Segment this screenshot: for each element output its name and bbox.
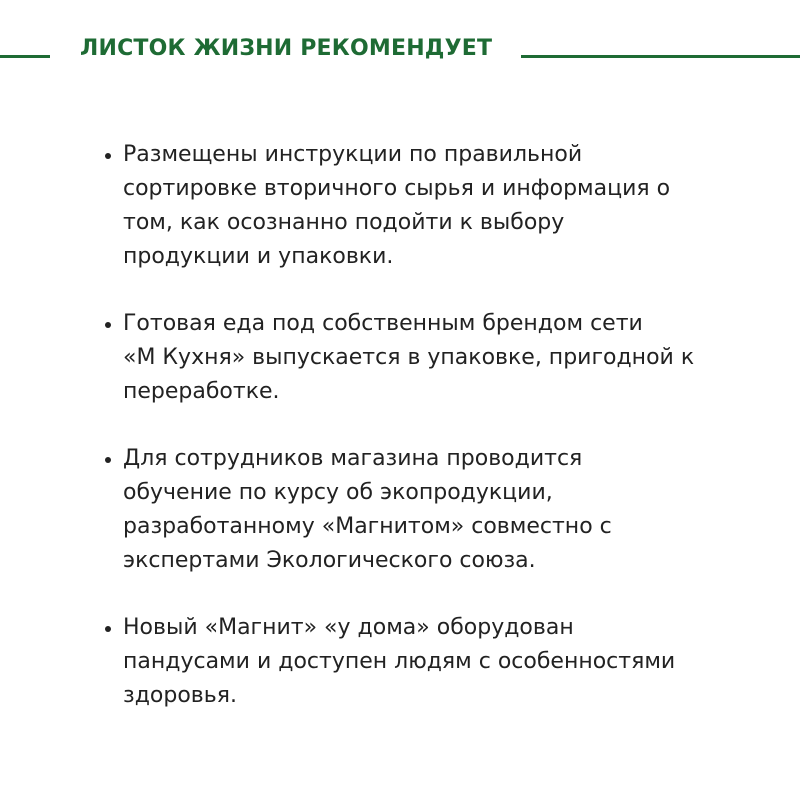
text-line: разработанному «Магнитом» совместно с — [123, 514, 612, 539]
recommendations-list — [103, 138, 723, 746]
text-line: обучение по курсу об экопродукции, — [123, 480, 553, 505]
text-line: продукции и упаковки. — [123, 244, 394, 269]
text-line: пандусами и доступен людям с особенностями — [123, 649, 676, 674]
text-line: переработке. — [123, 379, 280, 404]
text-line: «М Кухня» выпускается в упаковке, пригодной к — [123, 345, 695, 370]
list-item — [103, 611, 723, 713]
text-line: экспертами Экологического союза. — [123, 548, 536, 573]
list-item-text — [123, 307, 723, 409]
header-divider-right — [521, 55, 800, 58]
list-item-text — [123, 138, 723, 274]
header-divider-left — [0, 55, 50, 58]
text-line: здоровья. — [123, 683, 237, 708]
bullet-icon — [105, 153, 111, 159]
bullet-icon — [105, 626, 111, 632]
bullet-icon — [105, 457, 111, 463]
text-line: Новый «Магнит» «у дома» оборудован — [123, 615, 574, 640]
text-line: том, как осознанно подойти к выбору — [123, 210, 565, 235]
text-line: Размещены инструкции по правильной — [123, 142, 583, 167]
text-line: сортировке вторичного сырья и информация о — [123, 176, 671, 201]
list-item-text — [123, 442, 723, 578]
list-item — [103, 442, 723, 578]
list-item-text — [123, 611, 723, 713]
list-item — [103, 138, 723, 274]
list-item — [103, 307, 723, 409]
bullet-icon — [105, 322, 111, 328]
text-line: Для сотрудников магазина проводится — [123, 446, 583, 471]
page-title: ЛИСТОК ЖИЗНИ РЕКОМЕНДУЕТ — [80, 36, 493, 61]
text-line: Готовая еда под собственным брендом сети — [123, 311, 643, 336]
